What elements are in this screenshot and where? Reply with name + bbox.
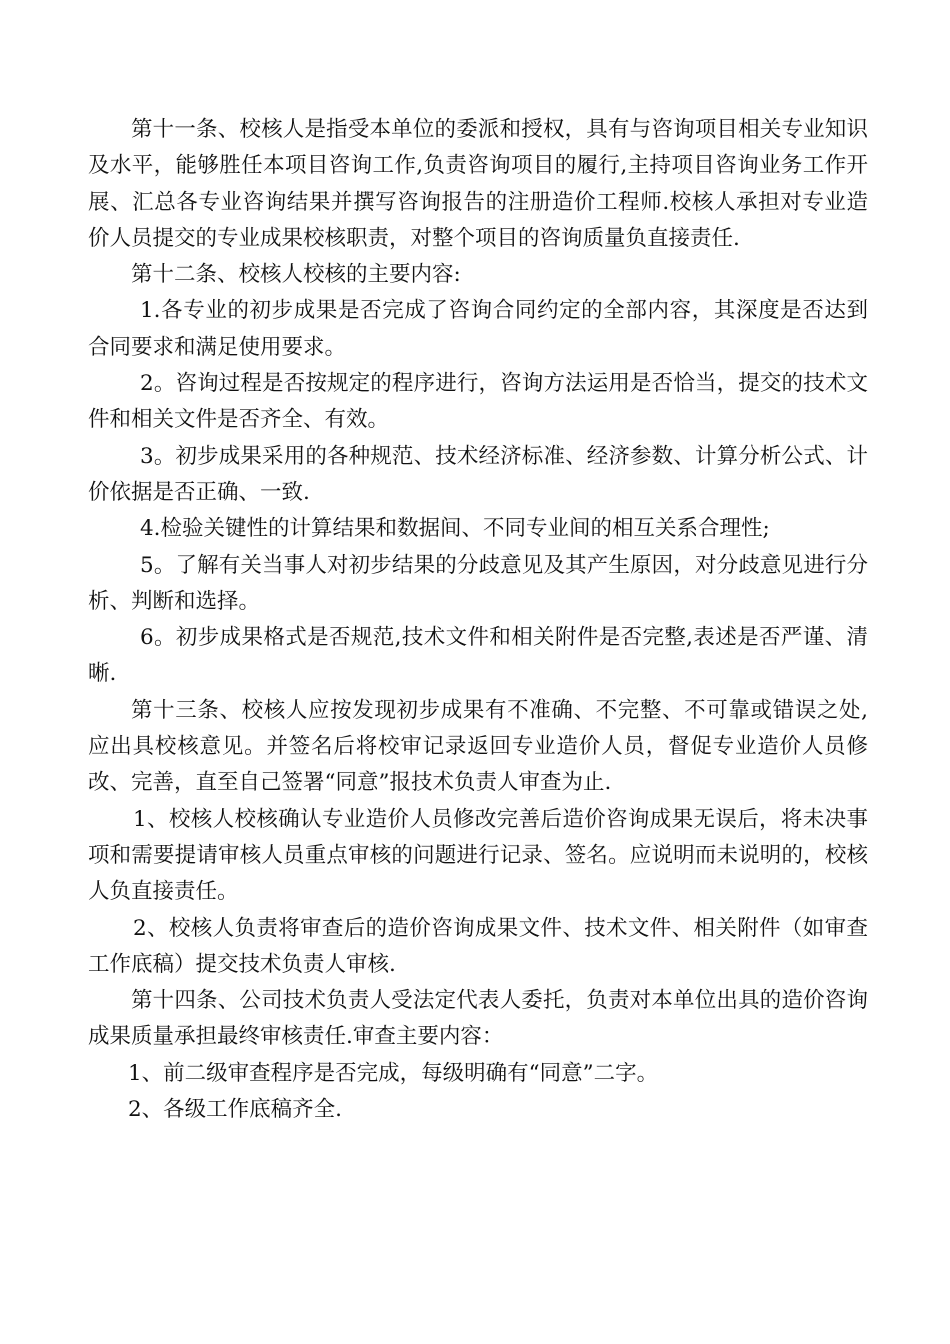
- article-12-paragraph: 第十二条、校核人校核的主要内容:: [131, 262, 461, 288]
- article-13-paragraph: 第十三条、校核人应按发现初步成果有不准确、不完整、不可靠或错误之处,应出具校核意见。并签名后将校审记录返回专业造价人员，督促专业造价人员修改、完善，直至自己签署“同意”报技术负责人审查为止.: [88, 697, 868, 796]
- article-12-item-3: 3。初步成果采用的各种规范、技术经济标准、经济参数、计算分析公式、计价依据是否正确、一致.: [88, 443, 868, 505]
- article-14-item-2: 2、各级工作底稿齐全.: [128, 1097, 343, 1123]
- article-12-item-4: 4.检验关键性的计算结果和数据间、不同专业间的相互关系合理性;: [140, 516, 770, 542]
- article-13-item-2: 2、校核人负责将审查后的造价咨询成果文件、技术文件、相关附件（如审查工作底稿）提交技术负责人审核.: [88, 915, 868, 977]
- article-11-paragraph: 第十一条、校核人是指受本单位的委派和授权，具有与咨询项目相关专业知识及水平，能够胜任本项目咨询工作,负责咨询项目的履行,主持项目咨询业务工作开展、汇总各专业咨询结果并撰写咨询报告的注册造价工程师.校核人承担对专业造价人员提交的专业成果校核职责，对整个项目的咨询质量负直接责任.: [88, 117, 868, 251]
- article-12-item-2: 2。咨询过程是否按规定的程序进行，咨询方法运用是否恰当，提交的技术文件和相关文件是否齐全、有效。: [88, 371, 868, 433]
- article-12-item-6: 6。初步成果格式是否规范,技术文件和相关附件是否完整,表述是否严谨、清晰.: [88, 625, 868, 687]
- document-body: [88, 112, 868, 1128]
- article-14-paragraph: 第十四条、公司技术负责人受法定代表人委托，负责对本单位出具的造价咨询成果质量承担最终审核责任.审查主要内容：: [88, 988, 868, 1050]
- article-12-item-1: 1.各专业的初步成果是否完成了咨询合同约定的全部内容，其深度是否达到合同要求和满足使用要求。: [88, 298, 868, 360]
- article-14-item-1: 1、前二级审查程序是否完成，每级明确有“同意”二字。: [128, 1060, 659, 1086]
- article-12-item-5: 5。了解有关当事人对初步结果的分歧意见及其产生原因，对分歧意见进行分析、判断和选择。: [88, 552, 868, 614]
- article-13-item-1: 1、校核人校核确认专业造价人员修改完善后造价咨询成果无误后，将未决事项和需要提请审核人员重点审核的问题进行记录、签名。应说明而未说明的，校核人负直接责任。: [88, 806, 868, 905]
